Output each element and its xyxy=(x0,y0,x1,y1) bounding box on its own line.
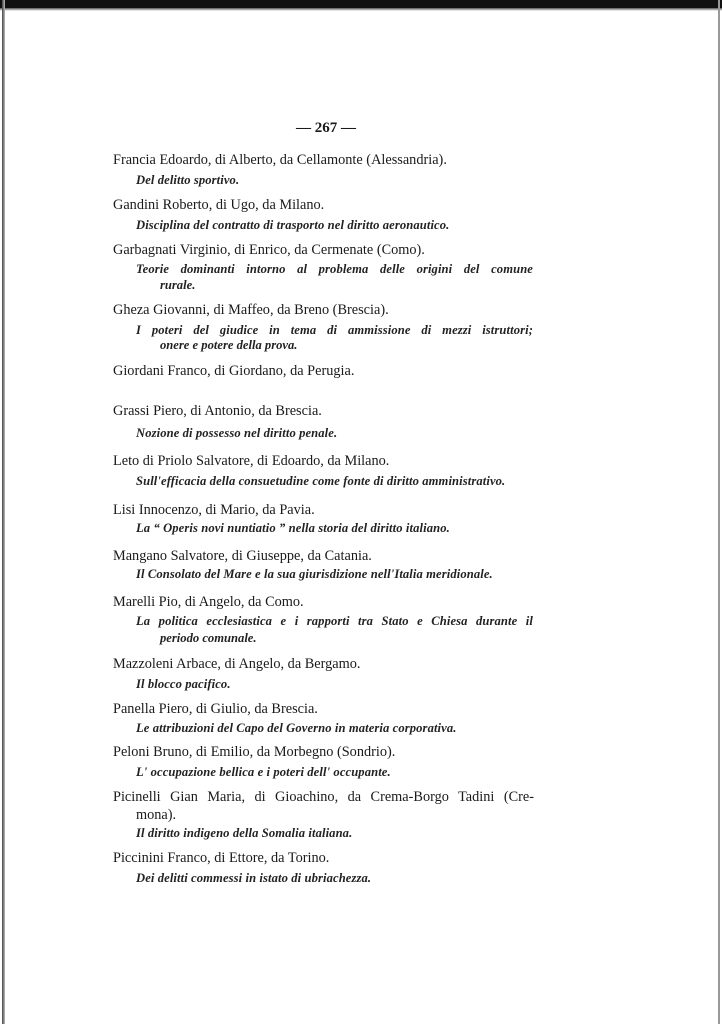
entry-title: Il diritto indigeno della Somalia italiana. xyxy=(136,826,353,840)
scan-left-edge xyxy=(2,0,5,1024)
entry-name: Mangano Salvatore, di Giuseppe, da Catania. xyxy=(113,548,372,564)
page-number: — 267 — xyxy=(296,120,356,136)
entry-name-cont: mona). xyxy=(136,807,177,823)
entry-name: Panella Piero, di Giulio, da Brescia. xyxy=(113,701,318,717)
entry-title-cont: periodo comunale. xyxy=(160,631,257,645)
entry-title: L' occupazione bellica e i poteri dell' occupante. xyxy=(136,765,391,779)
entry-title: Del delitto sportivo. xyxy=(136,173,240,187)
entry-name: Peloni Bruno, di Emilio, da Morbegno (Sondrio). xyxy=(113,744,396,760)
entry-title: Nozione di possesso nel diritto penale. xyxy=(136,426,338,440)
scan-top-shadow xyxy=(0,8,722,11)
entry-title-cont: rurale. xyxy=(160,278,196,292)
entry-name: Gandini Roberto, di Ugo, da Milano. xyxy=(113,197,325,213)
entry-title: Disciplina del contratto di trasporto nel diritto aeronautico. xyxy=(136,218,450,232)
entry-title: Il Consolato del Mare e la sua giurisdizione nell'Italia meridionale. xyxy=(136,567,493,581)
entry-name: Gheza Giovanni, di Maffeo, da Breno (Brescia). xyxy=(113,302,389,318)
entry-title: Dei delitti commessi in istato di ubriachezza. xyxy=(136,871,372,885)
entry-name: Grassi Piero, di Antonio, da Brescia. xyxy=(113,403,322,419)
entry-name: Francia Edoardo, di Alberto, da Cellamonte (Alessandria). xyxy=(113,152,447,168)
entry-name: Mazzoleni Arbace, di Angelo, da Bergamo. xyxy=(113,656,361,672)
entry-title: Le attribuzioni del Capo del Governo in materia corporativa. xyxy=(136,721,457,735)
entry-name: Leto di Priolo Salvatore, di Edoardo, da Milano. xyxy=(113,453,390,469)
entry-name: Piccinini Franco, di Ettore, da Torino. xyxy=(113,850,330,866)
entry-name: Marelli Pio, di Angelo, da Como. xyxy=(113,594,304,610)
entry-name: Lisi Innocenzo, di Mario, da Pavia. xyxy=(113,502,315,518)
scan-top-border xyxy=(0,0,722,8)
scan-right-edge xyxy=(718,0,720,1024)
entry-title: Il blocco pacifico. xyxy=(136,677,231,691)
entry-name: Picinelli Gian Maria, di Gioachino, da Crema-Borgo Tadini (Cre- xyxy=(113,789,534,805)
entry-name: Giordani Franco, di Giordano, da Perugia. xyxy=(113,363,355,379)
entry-title: Sull'efficacia della consuetudine come fonte di diritto amministrativo. xyxy=(136,474,506,488)
entry-title: La politica ecclesiastica e i rapporti tra Stato e Chiesa durante il xyxy=(136,614,533,628)
entry-title-cont: onere e potere della prova. xyxy=(160,338,298,352)
entry-title: I poteri del giudice in tema di ammissione di mezzi istruttori; xyxy=(136,323,533,337)
entry-title: La “ Operis novi nuntiatio ” nella storia del diritto italiano. xyxy=(136,521,450,535)
entry-name: Garbagnati Virginio, di Enrico, da Cermenate (Como). xyxy=(113,242,425,258)
entry-title: Teorie dominanti intorno al problema delle origini del comune xyxy=(136,262,533,276)
